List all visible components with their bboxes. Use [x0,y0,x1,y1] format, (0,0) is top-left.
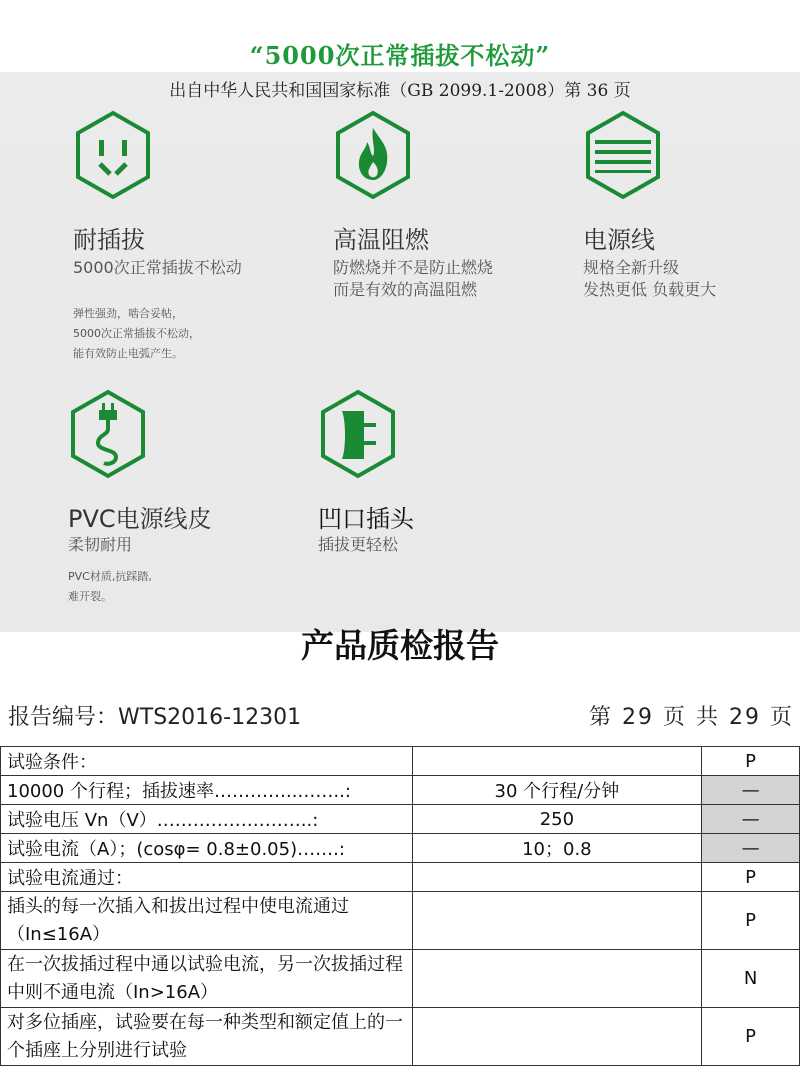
feature-title: 电源线 [583,226,655,254]
test-item-cell: 10000 个行程；插拔速率…………..……..: [1,776,413,805]
feature-note: PVC材质,抗踩踏, [68,570,152,583]
cable-plug-icon [68,389,148,479]
table-row [1,950,800,1008]
feature-note: 难开裂。 [68,590,112,603]
test-result-cell: — [702,776,800,805]
test-value-cell [412,892,702,950]
test-result-cell: P [702,1008,800,1066]
report-page-count: 第 29 页 共 29 页 [589,705,794,730]
feature-note: 5000次正常插拔不松动， [73,327,200,340]
feature-note: 能有效防止电弧产生。 [73,347,183,360]
test-result-cell: P [702,863,800,892]
table-row [1,834,800,863]
feature-title: 凹口插头 [318,505,414,533]
test-value-cell: 30 个行程/分钟 [412,776,702,805]
banner-headline: “5000次正常插拔不松动” [249,41,551,70]
test-value-cell [412,950,702,1008]
test-value-cell [412,1008,702,1066]
test-item-cell: 在一次拔插过程中通以试验电流，另一次拔插过程中则不通电流（In>16A） [1,950,413,1008]
test-conditions-table [0,746,800,1066]
test-item-cell: 试验电流通过： [1,863,413,892]
feature-desc: 插拔更轻松 [318,535,399,554]
test-result-cell: N [702,950,800,1008]
power-cord-lines-icon [583,110,663,200]
feature-desc: 柔韧耐用 [68,535,133,554]
test-value-cell [412,863,702,892]
test-result-cell: — [702,805,800,834]
test-item-cell: 插头的每一次插入和拔出过程中使电流通过（In≤16A） [1,892,413,950]
feature-title: 高温阻燃 [333,226,429,254]
test-value-cell: 250 [412,805,702,834]
feature-note: 弹性强劲，啮合妥帖， [73,307,183,320]
feature-desc: 5000次正常插拔不松动 [73,258,242,277]
table-row [1,863,800,892]
flame-icon [333,110,413,200]
test-result-cell: P [702,747,800,776]
feature-desc: 发热更低 负载更大 [583,280,717,299]
report-title: 产品质检报告 [301,626,499,665]
table-row [1,747,800,776]
feature-title: 耐插拔 [73,226,145,254]
report-number: 报告编号：WTS2016-12301 [8,705,302,730]
test-value-cell [412,747,702,776]
recessed-plug-icon [318,389,398,479]
test-item-cell: 试验条件： [1,747,413,776]
feature-desc: 防燃烧并不是防止燃烧 [333,258,494,277]
feature-desc: 而是有效的高温阻燃 [333,280,478,299]
table-row [1,892,800,950]
table-row [1,805,800,834]
banner-subline: 出自中华人民共和国国家标准（GB 2099.1-2008）第 36 页 [169,81,631,101]
plug-socket-icon [73,110,153,200]
feature-desc: 规格全新升级 [583,258,680,277]
test-value-cell: 10；0.8 [412,834,702,863]
table-row [1,776,800,805]
table-row [1,1008,800,1066]
test-result-cell: — [702,834,800,863]
test-result-cell: P [702,892,800,950]
test-item-cell: 试验电压 Vn（V）……………………..: [1,805,413,834]
test-item-cell: 试验电流（A）；(cosφ= 0.8±0.05)…….: [1,834,413,863]
test-item-cell: 对多位插座，试验要在每一种类型和额定值上的一个插座上分别进行试验 [1,1008,413,1066]
feature-title: PVC电源线皮 [68,505,212,533]
